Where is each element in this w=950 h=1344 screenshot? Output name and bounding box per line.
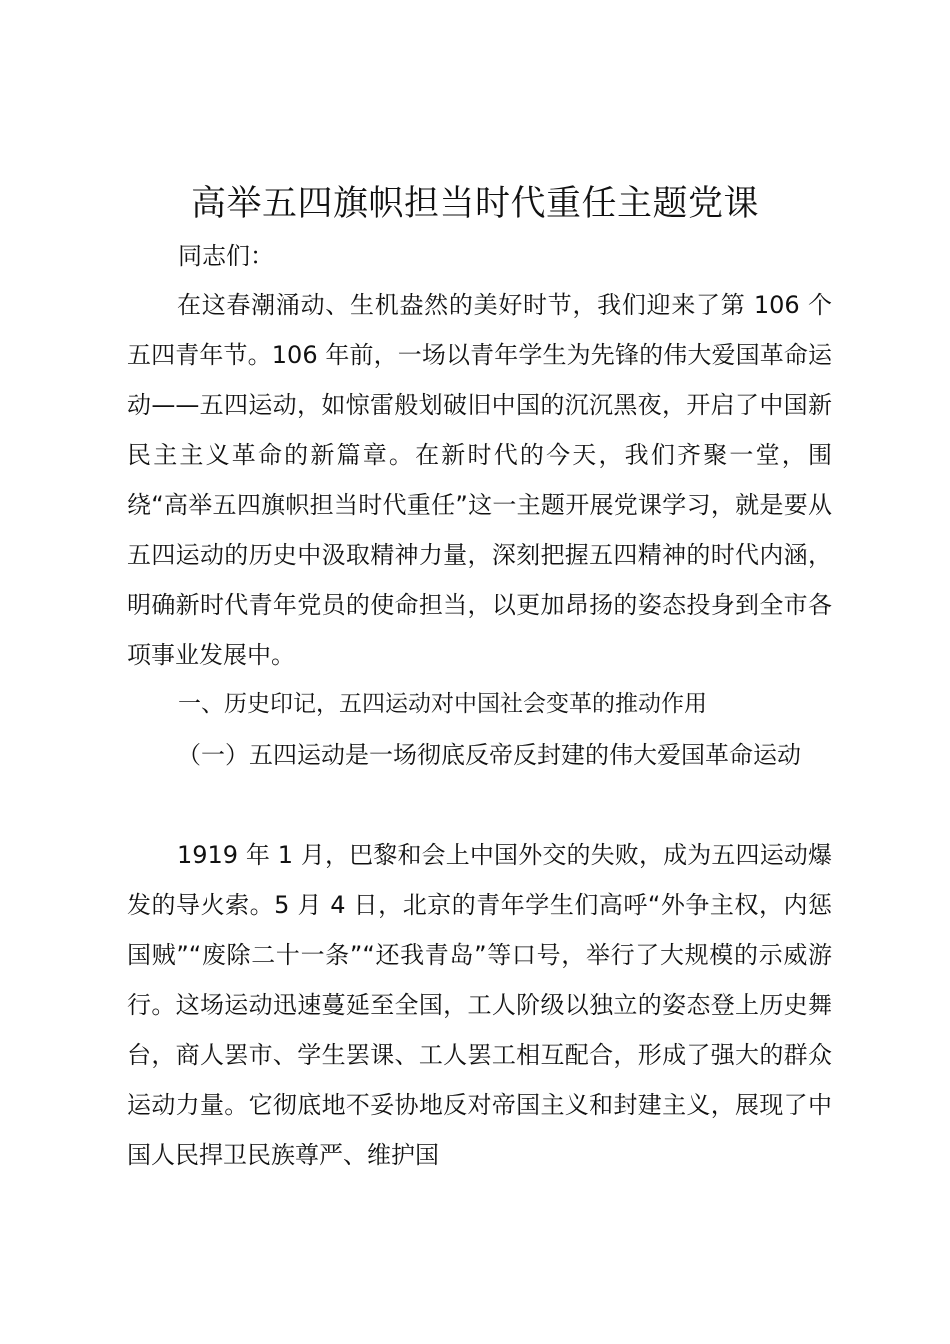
document-title: 高举五四旗帜担当时代重任主题党课	[190, 184, 759, 224]
paragraph-intro: 在这春潮涌动、生机盎然的美好时节，我们迎来了第 106 个五四青年节。106 年前，一场以青年学生为先锋的伟大爱国革命运动——五四运动，如惊雷般划破旧中国的沉沉黑夜，开启了中国新民主主义革命的新篇章。在新时代的今天，我们齐聚一堂，围绕“高举五四旗帜担当时代重任”这一主题开展党课学习，就是要从五四运动的历史中汲取精神力量，深刻把握五四精神的时代内涵，明确新时代青年党员的使命担当，以更加昂扬的姿态投身到全市各项事业发展中。	[127, 291, 832, 669]
subsection-heading-1: （一）五四运动是一场彻底反帝反封建的伟大爱国革命运动	[177, 741, 801, 769]
section-heading-1: 一、历史印记，五四运动对中国社会变革的推动作用	[178, 691, 707, 717]
salutation: 同志们：	[178, 242, 274, 270]
paragraph-history: 1919 年 1 月，巴黎和会上中国外交的失败，成为五四运动爆发的导火索。5 月 4 日，北京的青年学生们高呼“外争主权，内惩国贼”“废除二十一条”“还我青岛”等口号，举行了大规模的示威游行。这场运动迅速蔓延至全国，工人阶级以独立的姿态登上历史舞台，商人罢市、学生罢课、工人罢工相互配合，形成了强大的群众运动力量。它彻底地不妥协地反对帝国主义和封建主义，展现了中国人民捍卫民族尊严、维护国	[127, 841, 832, 1169]
